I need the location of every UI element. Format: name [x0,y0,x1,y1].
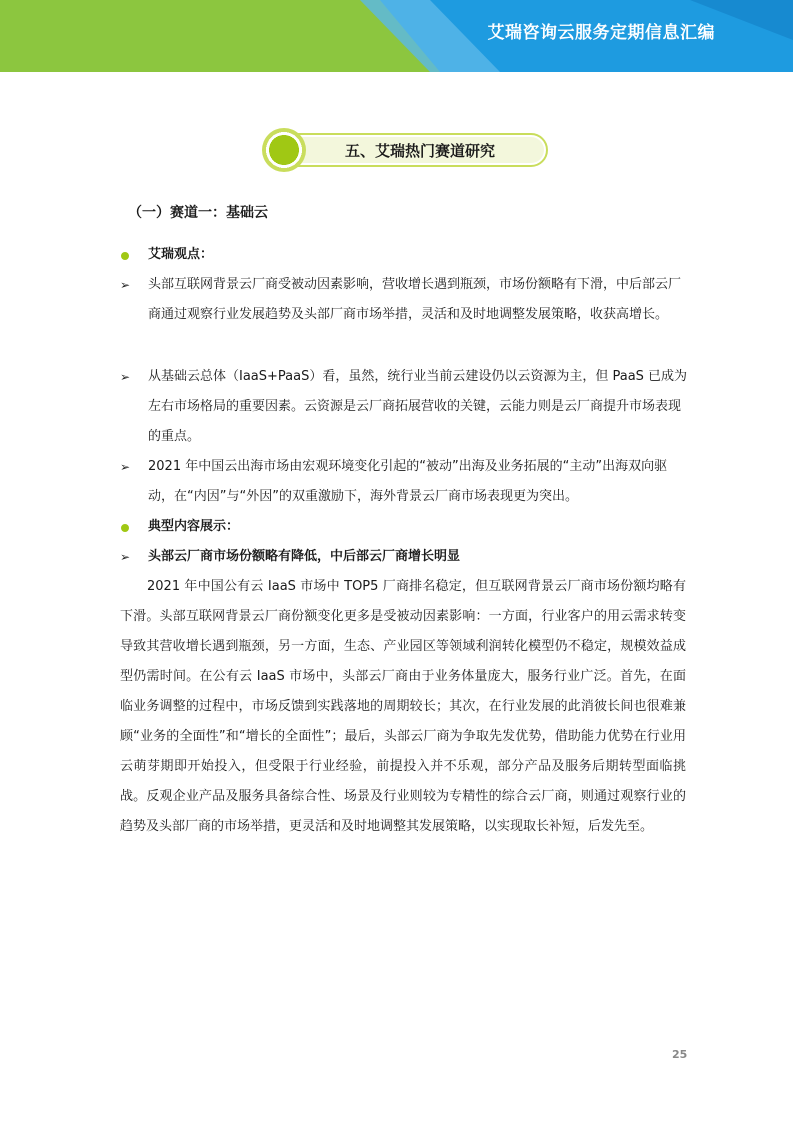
typical-heading: 头部云厂商市场份额略有降低，中后部云厂商增长明显 [148,549,461,564]
header-banner [0,0,793,72]
arrow-bullet-icon: ➢ [120,460,131,474]
typical-label: 典型内容展示： [148,519,240,534]
arrow-bullet-icon: ➢ [120,278,131,292]
section-badge [262,128,552,172]
typical-body: 2021 年中国公有云 IaaS 市场中 TOP5 厂商排名稳定，但互联网背景云厂商市场份额均略有下滑。头部互联网背景云厂商份额变化更多是受被动因素影响：一方面，行业客户的用云需求转变导致其营收增长遇到瓶颈，另一方面，生态、产业园区等领域利润转化模型仍不稳定，规模效益成型仍需时间。在公有云 IaaS 市场中，头部云厂商由于业务体量庞大，服务行业广泛。首先，在面临业务调整的过程中，市场反馈到实践落地的周期较长；其次，在行业发展的此消彼长间也很难兼顾“业务的全面性”和“增长的全面性”；最后，头部云厂商为争取先发优势，借助能力优势在行业用云萌芽期即开始投入，但受限于行业经验，前提投入并不乐观，部分产品及服务后期转型面临挑战。反观企业产品及服务具备综合性、场景及行业则较为专精性的综合云厂商，则通过观察行业的趋势及头部厂商的市场举措，更灵活和及时地调整其发展策略，以实现取长补短，后发先至。 [120,579,686,834]
viewpoint-item: 头部互联网背景云厂商受被动因素影响，营收增长遇到瓶颈，市场份额略有下滑，中后部云厂商通过观察行业发展趋势及头部厂商市场举措，灵活和及时地调整发展策略，收获高增长。 [148,277,682,322]
section-title: 五、艾瑞热门赛道研究 [344,142,495,160]
header-title: 艾瑞咨询云服务定期信息汇编 [487,23,715,43]
circle-icon [262,128,306,172]
green-dot-icon [121,252,129,260]
viewpoint-item: 从基础云总体（IaaS+PaaS）看，虽然，统行业当前云建设仍以云资源为主，但 PaaS 已成为左右市场格局的重要因素。云资源是云厂商拓展营收的关键，云能力则是云厂商提升市场表现的重点。 [148,369,688,444]
page-number: 25 [672,1048,688,1061]
subsection-title: （一）赛道一：基础云 [128,205,268,221]
green-dot-icon [121,524,129,532]
viewpoint-label: 艾瑞观点： [148,247,214,262]
arrow-bullet-icon: ➢ [120,370,131,384]
viewpoint-item: 2021 年中国云出海市场由宏观环境变化引起的“被动”出海及业务拓展的“主动”出海双向驱动，在“内因”与“外因”的双重激励下，海外背景云厂商市场表现更为突出。 [148,459,668,504]
arrow-bullet-icon: ➢ [120,550,131,564]
